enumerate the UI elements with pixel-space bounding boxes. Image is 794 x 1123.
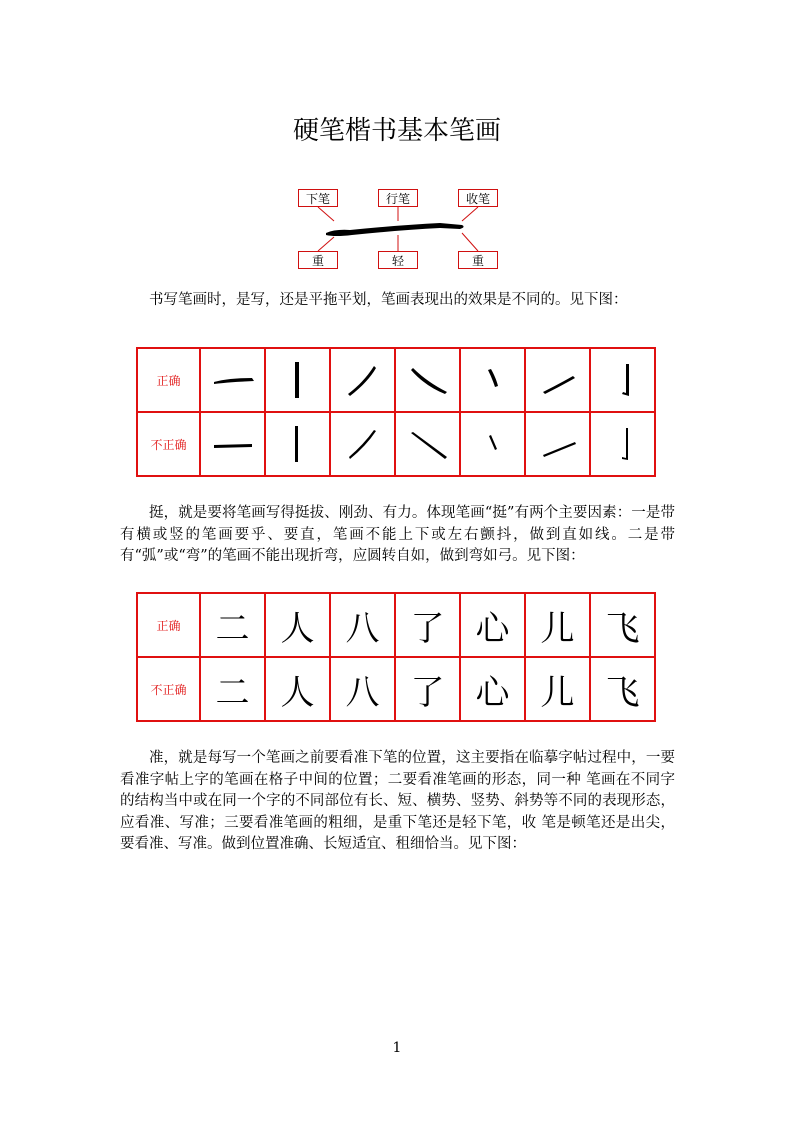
stroke-left-falling <box>330 412 395 476</box>
paragraph-accurate: 准，就是每写一个笔画之前要看准下笔的位置，这主要指在临摹字帖过程中，一要看准字帖上字的笔画在格子中间的位置；二要看准笔画的形态，同一种 笔画在不同字的结构当中或在同一个字的不同部位有长、短、横势、竖势、斜势等不同的表现形态，应看准、写准；三要看准笔画的粗细，是重下笔还是轻下笔，收 笔是顿笔还是出尖，要看准、写准。做到位置准确、长短适宜、租细恰当。见下图： <box>120 750 675 852</box>
character-cell: 了 <box>395 593 460 657</box>
stroke-vertical-hook <box>590 412 655 476</box>
strokes-comparison-table <box>136 347 656 477</box>
label-light-middle: 轻 <box>378 251 418 269</box>
page-number: 1 <box>392 1040 402 1056</box>
character-cell: 二 <box>200 657 265 721</box>
stroke-horizontal <box>200 348 265 412</box>
stroke-dot <box>460 412 525 476</box>
row-label-incorrect: 不正确 <box>137 657 200 721</box>
character-cell: 飞 <box>590 657 655 721</box>
row-label-correct: 正确 <box>137 348 200 412</box>
table-row-correct <box>137 348 655 412</box>
label-heavy-start: 重 <box>298 251 338 269</box>
stroke-right-falling <box>395 412 460 476</box>
character-cell: 了 <box>395 657 460 721</box>
character-cell: 二 <box>200 593 265 657</box>
label-closing-stroke: 收笔 <box>458 189 498 207</box>
stroke-vertical <box>265 348 330 412</box>
character-cell: 心 <box>460 657 525 721</box>
arrow-down-stroke <box>318 207 334 221</box>
table-row-incorrect <box>137 412 655 476</box>
arrow-closing-stroke <box>462 207 478 221</box>
character-cell: 八 <box>330 593 395 657</box>
stroke-rising <box>525 412 590 476</box>
label-down-stroke: 下笔 <box>298 189 338 207</box>
characters-comparison-table <box>136 592 656 722</box>
stroke-vertical <box>265 412 330 476</box>
stroke-left-falling <box>330 348 395 412</box>
table-row-correct <box>137 593 655 657</box>
character-cell: 人 <box>265 657 330 721</box>
row-label-incorrect: 不正确 <box>137 412 200 476</box>
character-cell: 八 <box>330 657 395 721</box>
arrow-heavy-right <box>462 233 478 251</box>
arrow-heavy-left <box>318 237 334 251</box>
character-cell: 儿 <box>525 657 590 721</box>
stroke-right-falling <box>395 348 460 412</box>
sample-horizontal-stroke <box>326 223 464 236</box>
paragraph-writing: 书写笔画时，是写，还是平拖平划，笔画表现出的效果是不同的。见下图： <box>149 292 628 308</box>
character-cell: 儿 <box>525 593 590 657</box>
stroke-dot <box>460 348 525 412</box>
table-row-incorrect <box>137 657 655 721</box>
stroke-rising <box>525 348 590 412</box>
character-cell: 人 <box>265 593 330 657</box>
stroke-anatomy-diagram <box>290 185 510 275</box>
character-cell: 心 <box>460 593 525 657</box>
stroke-vertical-hook <box>590 348 655 412</box>
label-heavy-end: 重 <box>458 251 498 269</box>
label-moving-stroke: 行笔 <box>378 189 418 207</box>
paragraph-straight: 挺，就是要将笔画写得挺拔、刚劲、有力。体现笔画“挺”有两个主要因素：一是带有横或竖的笔画要乎、要直，笔画不能上下或左右颤抖，做到直如线。二是带有“弧”或“弯”的笔画不能出现折弯，应圆转自如，做到弯如弓。见下图： <box>120 505 675 564</box>
stroke-horizontal <box>200 412 265 476</box>
row-label-correct: 正确 <box>137 593 200 657</box>
character-cell: 飞 <box>590 593 655 657</box>
page-title: 硬笔楷书基本笔画 <box>292 116 501 146</box>
